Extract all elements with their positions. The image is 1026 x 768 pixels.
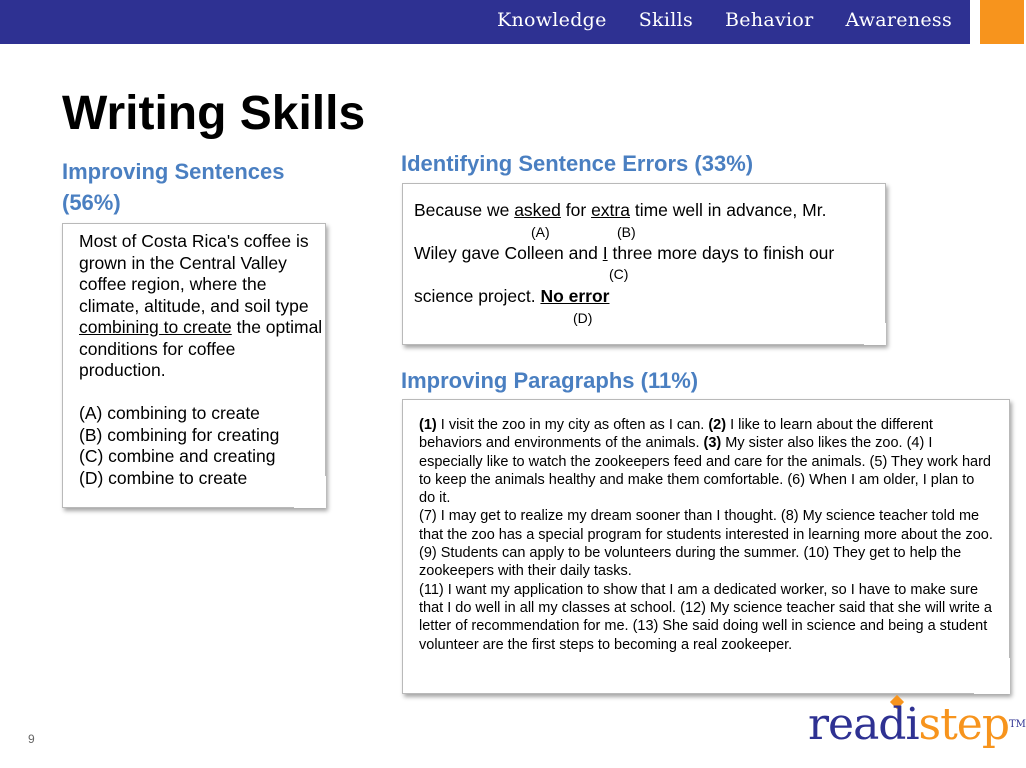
sentence-num-1: (1) [419, 417, 437, 433]
sentence-2: I like to learn about the different behaviors and environments of the animals. [419, 417, 933, 452]
sentence-1: I visit the zoo in my city as often as I can. [436, 417, 709, 433]
readistep-logo [808, 700, 1026, 750]
passage-after: the optimal conditions for coffee production. [79, 317, 323, 380]
option-a: (A) combining to create [79, 403, 260, 423]
sentence-part-4: Wiley gave Colleen and [414, 243, 603, 263]
improving-paragraphs-card [402, 399, 1010, 694]
underlined-extra: extra [591, 200, 630, 220]
page-curl-cut [864, 323, 886, 345]
improving-paragraphs-heading: Improving Paragraphs (11%) [401, 368, 699, 393]
improving-sentences-text [79, 231, 324, 489]
page-title: Writing Skills [62, 87, 366, 140]
logo-part-1: readi [808, 699, 919, 750]
nav-behavior[interactable]: Behavior [725, 9, 814, 31]
identifying-errors-card [402, 183, 886, 345]
page-curl-cut [294, 476, 326, 508]
paragraph-2: (7) I may get to realize my dream sooner than I thought. (8) My science teacher told me that the zoo has a special program for students interested in learning more about the zoo. (9) Students can apply to be volunteers during the summer. (10) They get to help the zookeepers with their daily tasks. [419, 508, 993, 580]
sentence-num-3: (3) [703, 435, 722, 452]
underlined-asked: asked [514, 200, 561, 220]
page-number: 9 [28, 732, 35, 746]
underlined-phrase: combining to create [79, 317, 232, 337]
sentence-num-2: (2) [708, 417, 727, 433]
improving-sentences-card [62, 223, 326, 508]
option-b: (B) combining for creating [79, 424, 280, 445]
label-c: (C) [609, 266, 629, 282]
improving-sentences-heading: Improving Sentences (56%) [62, 159, 285, 215]
identifying-errors-text [414, 200, 874, 308]
top-nav-bar [0, 0, 970, 44]
sentence-3-6: My sister also likes the zoo. (4) I especially like to watch the zookeepers feed and care for the animals. (5) They work hard to keep the animals healthy and make them comfortable. (6) When I am older, I plan to do it. [419, 435, 991, 507]
label-b: (B) [617, 224, 636, 240]
logo-part-2: step [918, 699, 1010, 750]
top-nav [497, 9, 952, 31]
sentence-part-6: science project. [414, 286, 541, 306]
orange-corner-block [980, 0, 1024, 44]
paragraph-3: (11) I want my application to show that I am a dedicated worker, so I have to make sure that I do well in all my classes at school. (12) My science teacher said that she will write a letter of recommendation for me. (13) She said doing well in science and being a student volunteer are the first steps to becoming a real zookeeper. [419, 581, 992, 653]
label-a: (A) [531, 224, 550, 240]
no-error-option: No error [540, 286, 610, 306]
sentence-part-3: time well in advance, Mr. [629, 200, 827, 220]
identifying-errors-heading: Identifying Sentence Errors (33%) [401, 151, 754, 176]
label-d: (D) [573, 310, 593, 326]
nav-skills[interactable]: Skills [638, 9, 694, 31]
option-d: (D) combine to create [79, 467, 248, 488]
logo-trademark: TM [1009, 719, 1026, 730]
page-curl-cut [974, 658, 1010, 694]
sentence-part-2: for [560, 200, 592, 220]
underlined-i: I [602, 243, 608, 263]
improving-paragraphs-text [419, 416, 994, 654]
nav-knowledge[interactable]: Knowledge [496, 9, 607, 31]
sentence-part-1: Because we [414, 200, 515, 220]
sentence-part-5: three more days to finish our [607, 243, 835, 263]
option-c: (C) combine and creating [79, 446, 276, 466]
nav-awareness[interactable]: Awareness [845, 9, 952, 31]
passage-before: Most of Costa Rica's coffee is grown in the Central Valley coffee region, where the climate, altitude, and soil type [79, 231, 309, 316]
